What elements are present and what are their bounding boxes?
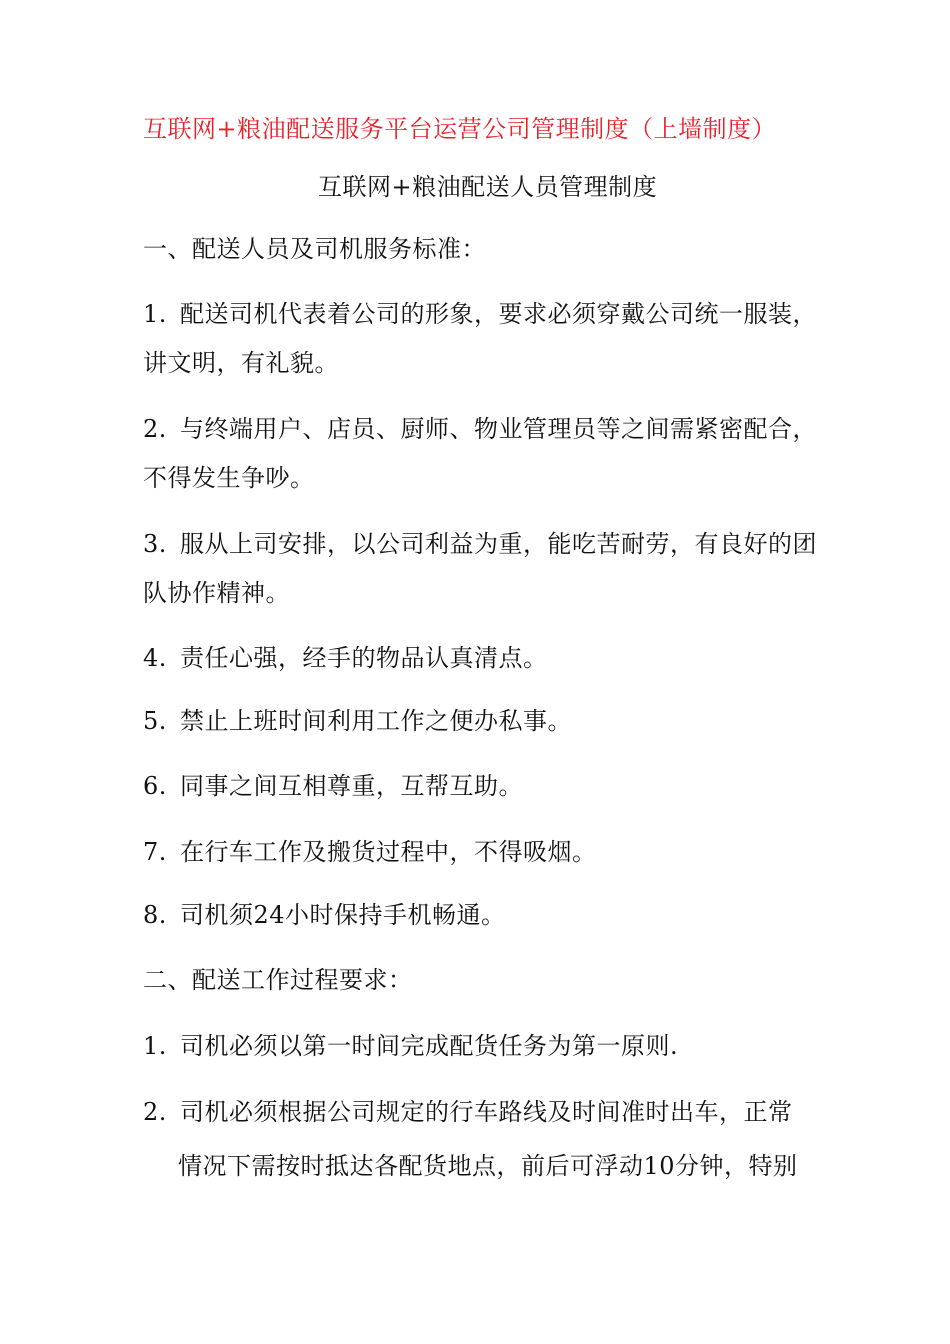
section1-item-6 [143, 771, 523, 801]
item-text: 司机必须以第一时间完成配货任务为第一原则. [180, 1032, 679, 1060]
item-number: 5. [143, 707, 167, 735]
section1-item-1-cont: 讲文明，有礼貌。 [143, 349, 339, 377]
item-text: 同事之间互相尊重，互帮互助。 [180, 772, 523, 800]
item-text: 责任心强，经手的物品认真清点。 [180, 644, 548, 672]
section1-item-7 [143, 837, 597, 867]
item-number: 4. [143, 644, 167, 672]
item-text: 与终端用户、店员、厨师、物业管理员等之间需紧密配合， [180, 415, 817, 443]
sub-title: 互联网+粮油配送人员管理制度 [318, 173, 658, 201]
section2-heading: 二、配送工作过程要求： [143, 966, 413, 994]
item-text: 司机须24小时保持手机畅通。 [180, 901, 506, 929]
section2-item-2-cont: 情况下需按时抵达各配货地点，前后可浮动10分钟，特别 [178, 1152, 798, 1180]
item-number: 6. [143, 772, 167, 800]
section1-item-8 [143, 900, 506, 930]
section1-item-3 [143, 529, 817, 559]
section1-item-4 [143, 643, 548, 673]
main-title: 互联网+粮油配送服务平台运营公司管理制度（上墙制度） [143, 115, 777, 143]
section2-item-1 [143, 1031, 678, 1061]
item-text: 在行车工作及搬货过程中，不得吸烟。 [180, 838, 597, 866]
item-number: 1. [143, 1032, 167, 1060]
section2-item-2 [143, 1097, 793, 1127]
item-text: 禁止上班时间利用工作之便办私事。 [180, 707, 572, 735]
item-number: 7. [143, 838, 167, 866]
section1-item-5 [143, 706, 572, 736]
item-number: 8. [143, 901, 167, 929]
item-number: 3. [143, 530, 167, 558]
section1-item-1 [143, 299, 817, 329]
section1-heading: 一、配送人员及司机服务标准： [143, 235, 486, 263]
item-number: 1. [143, 300, 167, 328]
item-number: 2. [143, 415, 167, 443]
item-text: 配送司机代表着公司的形象，要求必须穿戴公司统一服装， [180, 300, 817, 328]
section1-item-2-cont: 不得发生争吵。 [143, 464, 315, 492]
item-text: 服从上司安排，以公司利益为重，能吃苦耐劳，有良好的团 [180, 530, 817, 558]
item-text: 司机必须根据公司规定的行车路线及时间准时出车，正常 [180, 1098, 793, 1126]
section1-item-3-cont: 队协作精神。 [143, 579, 290, 607]
section1-item-2 [143, 414, 817, 444]
item-number: 2. [143, 1098, 167, 1126]
